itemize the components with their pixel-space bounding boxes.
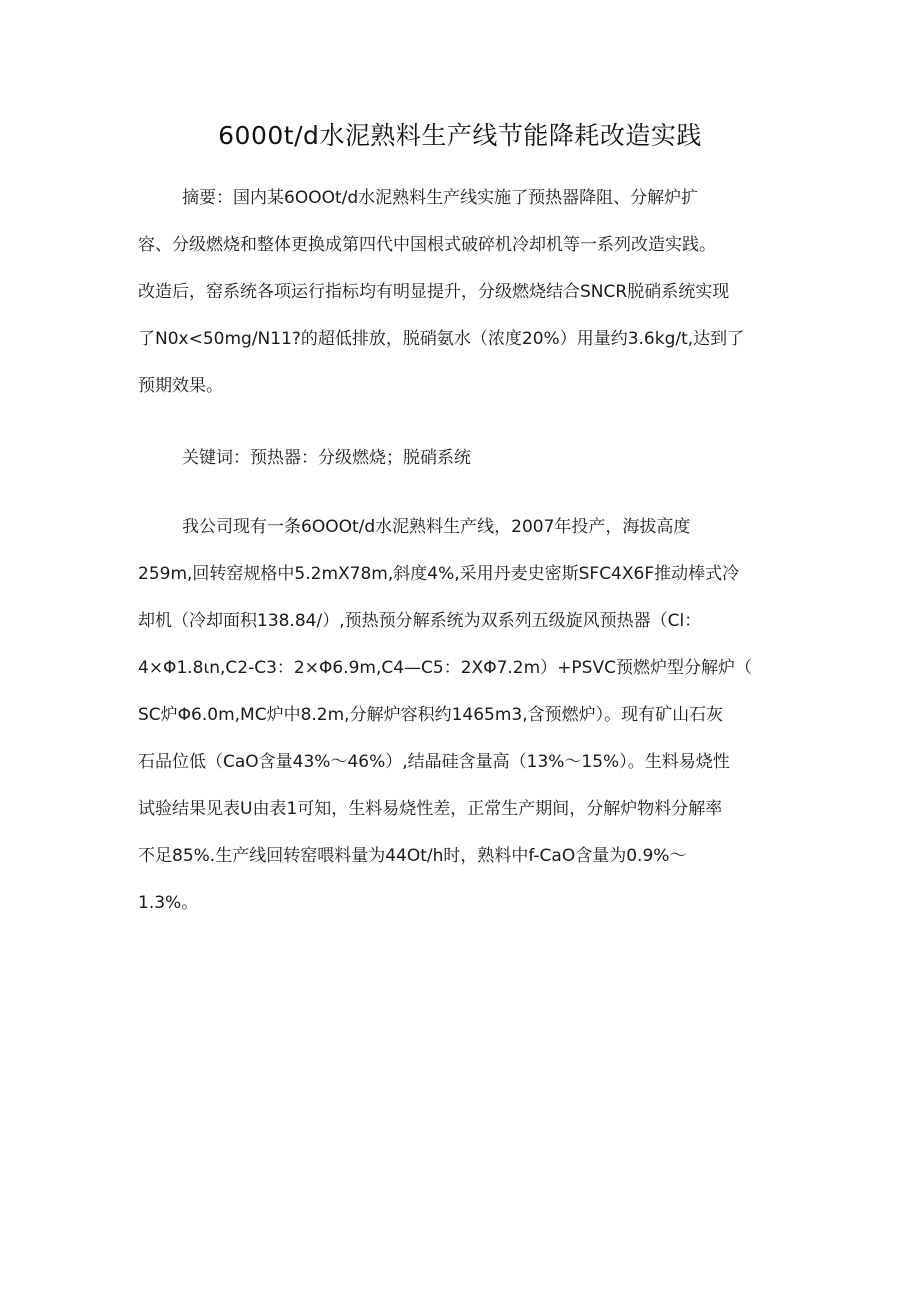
body-line: 不足85%.生产线回转窑喂料量为44Ot/h时，熟料中f-CaO含量为0.9%〜 [138, 846, 687, 866]
keywords-line: 关键词：预热器：分级燃烧；脱硝系统 [182, 448, 471, 468]
body-line: 259m,回转窑规格中5.2mX78m,斜度4%,采用丹麦史密斯SFC4X6F推动棒式冷 [138, 564, 740, 584]
body-paragraph [138, 504, 788, 927]
body-line: 我公司现有一条6OOOt/d水泥熟料生产线，2007年投产，海拔高度 [182, 517, 691, 537]
body-line: 却机（冷却面积138.84/）,预热预分解系统为双系列五级旋风预热器（Cl： [138, 611, 702, 631]
body-line: 1.3%。 [138, 893, 199, 913]
abstract-line: 改造后，窑系统各项运行指标均有明显提升，分级燃烧结合SNCR脱硝系统实现 [138, 282, 730, 302]
abstract-paragraph [138, 175, 788, 410]
abstract-line: 容、分级燃烧和整体更换成第四代中国根式破碎机冷却机等一系列改造实践。 [138, 235, 716, 255]
abstract-line: 了N0x<50mg/N11?的超低排放，脱硝氨水（浓度20%）用量约3.6kg/t,达到了 [138, 329, 745, 349]
body-line: 试验结果见表U由表1可知，生料易烧性差，正常生产期间，分解炉物料分解率 [138, 799, 723, 819]
body-line: 4×Φ1.8ιn,C2-C3：2×Φ6.9m,C4—C5：2XΦ7.2m）+PSVC预燃炉型分解炉（ [138, 658, 752, 678]
keywords-paragraph [138, 435, 788, 482]
abstract-line: 摘要：国内某6OOOt/d水泥熟料生产线实施了预热器降阻、分解炉扩 [182, 188, 699, 208]
abstract-line: 预期效果。 [138, 376, 223, 396]
document-title: 6000t/d水泥熟料生产线节能降耗改造实践 [218, 121, 702, 150]
body-line: SC炉Φ6.0m,MC炉中8.2m,分解炉容积约1465m3,含预燃炉）。现有矿山石灰 [138, 705, 724, 725]
body-line: 石品位低（CaO含量43%〜46%）,结晶硅含量高（13%〜15%）。生料易烧性 [138, 752, 730, 772]
